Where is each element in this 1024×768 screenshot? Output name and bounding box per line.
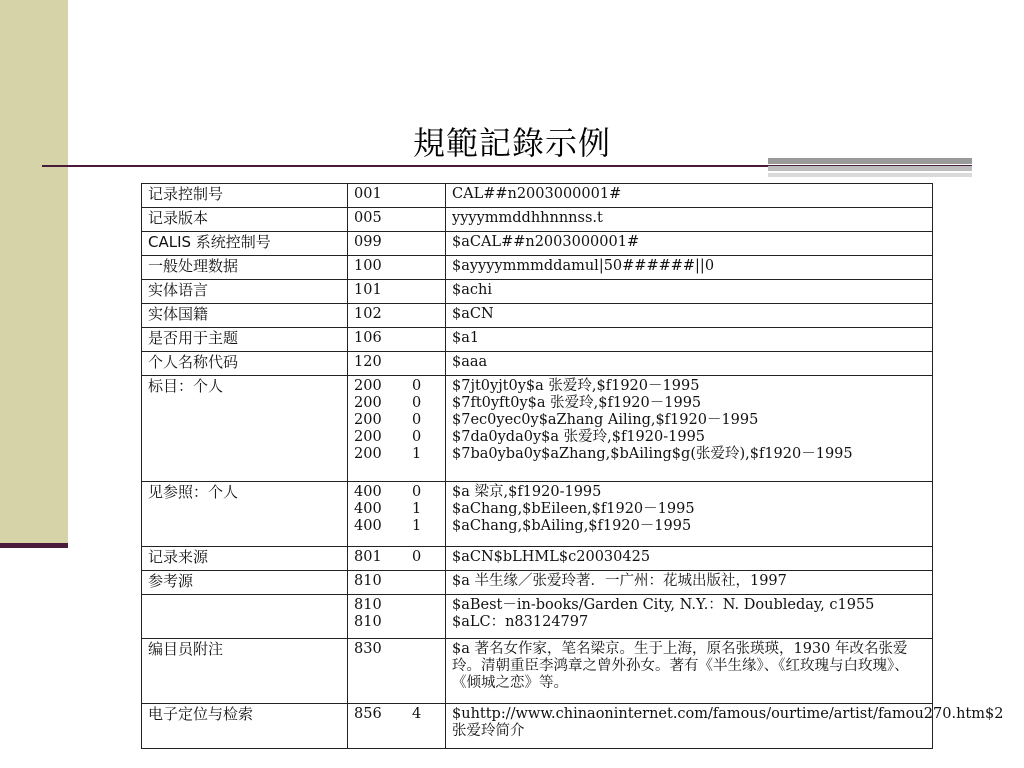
tag-indicator-line [354,306,440,323]
field-tag: 001 [354,186,382,202]
field-value: $aCAL##n2003000001# [452,234,640,251]
table-row [142,546,933,570]
table-row [142,639,933,704]
field-value: $7jt0yjt0y$a 张爱玲,$f1920－1995 [452,378,700,395]
tag-indicator-line [354,597,440,614]
field-tag: 200 [354,429,382,446]
field-value-cell [446,232,933,256]
field-tag: 810 [354,572,382,589]
field-value-cell [446,482,933,547]
tag-indicator-line [354,395,440,412]
tag-indicator-line [354,354,440,371]
tag-indicator-line [354,614,440,631]
field-value: $7ba0yba0y$aZhang,$bAiling$g(张爱玲),$f1920－1995 [452,446,853,463]
field-label: 实体语言 [142,280,348,304]
field-tag: 830 [354,641,382,658]
field-tag-cell [348,639,446,704]
field-tag-cell [348,595,446,639]
field-value: $7ft0yft0y$a 张爱玲,$f1920－1995 [452,395,702,412]
tag-indicator-line [354,641,440,692]
field-label: 见参照：个人 [142,482,348,547]
field-tag: 101 [354,282,382,299]
tag-indicator-line [354,234,440,251]
field-tag-cell [348,570,446,594]
field-tag-cell [348,208,446,232]
field-tag: 400 [354,484,382,501]
field-value: $aBest－in-books/Garden City, N.Y.：N. Doubleday, c1955 [452,597,875,613]
field-indicator: 0 [412,548,422,565]
tag-indicator-line [354,501,440,518]
field-value: $a 半生缘／张爱玲著．一广州：花城出版社，1997 [452,572,787,589]
field-value: $7da0yda0y$a 张爱玲,$f1920-1995 [452,429,706,446]
field-label: 参考源 [142,570,348,594]
field-value-cell [446,352,933,376]
table-row [142,232,933,256]
field-indicator [412,282,438,299]
field-value-cell [446,639,933,704]
field-indicator [412,573,438,590]
field-value: $7ec0yec0y$aZhang Ailing,$f1920－1995 [452,412,759,429]
table-row [142,482,933,547]
table-row [142,328,933,352]
field-tag: 005 [354,210,382,227]
field-tag-cell [348,232,446,256]
field-tag: 856 [354,706,382,723]
tag-indicator-line [354,706,440,740]
field-value-cell [446,280,933,304]
field-value-cell [446,546,933,570]
field-label: 一般处理数据 [142,256,348,280]
field-value: $a1 [452,330,480,347]
field-indicator [412,354,438,371]
tag-indicator-line [354,518,440,535]
tag-indicator-line [354,573,440,590]
field-indicator [412,210,438,227]
field-tag: 120 [354,354,382,371]
field-indicator [412,186,438,203]
field-value-cell [446,184,933,208]
field-value: yyyymmddhhnnnss.t [452,210,603,227]
field-label: 是否用于主题 [142,328,348,352]
field-value: $aCN$bLHML$c20030425 [452,548,651,565]
table-row [142,376,933,482]
field-tag: 810 [354,614,382,630]
field-label: 实体国籍 [142,304,348,328]
field-tag-cell [348,546,446,570]
field-indicator: 4 [412,706,422,723]
tag-indicator-line [354,429,440,446]
left-decor-rule [0,543,68,548]
field-tag-cell [348,482,446,547]
field-indicator: 0 [412,484,422,501]
tag-indicator-line [354,258,440,275]
tag-indicator-line [354,378,440,395]
field-label: 电子定位与检索 [142,704,348,749]
field-value: $ayyyymmmddamul|50######||0 [452,258,715,275]
table-row [142,256,933,280]
field-indicator [412,597,438,614]
table-row [142,595,933,639]
field-tag: 200 [354,378,382,395]
table-row [142,208,933,232]
authority-record-table [141,183,1004,749]
tag-indicator-line [354,330,440,347]
field-indicator [412,306,438,323]
field-tag: 100 [354,258,382,275]
title-accent-bar [768,158,972,178]
field-value-cell [446,595,933,639]
field-indicator: 0 [412,412,422,429]
field-value: $a 梁京,$f1920-1995 [452,484,602,501]
field-value-cell [446,328,933,352]
field-value-cell [446,376,933,482]
field-value: $achi [452,282,492,299]
field-indicator: 1 [412,446,422,463]
field-tag-cell [348,352,446,376]
field-indicator [412,258,438,275]
field-indicator [412,641,438,692]
tag-indicator-line [354,210,440,227]
table-row [142,570,933,594]
field-value: $a 著名女作家，笔名梁京。生于上海，原名张瑛瑛，1930 年改名张爱玲。清朝重臣李鸿章之曾外孙女。著有《半生缘》、《红玫瑰与白玫瑰》、《倾城之恋》等。 [452,641,909,692]
field-tag: 810 [354,597,382,613]
record-table [141,183,1004,749]
field-value: $uhttp://www.chinaoninternet.com/famous/ourtime/artist/famou270.htm$2 张爱玲简介 [452,706,1004,740]
field-indicator: 0 [412,395,422,412]
field-tag-cell [348,376,446,482]
field-tag: 099 [354,234,382,251]
field-indicator [412,614,438,631]
field-tag: 801 [354,548,382,565]
field-value: $aChang,$bAiling,$f1920－1995 [452,518,692,535]
field-tag-cell [348,328,446,352]
field-tag: 400 [354,518,382,535]
field-value: $aCN [452,306,494,323]
field-tag: 102 [354,306,382,323]
slide-title: 規範記錄示例 [412,124,611,162]
field-label: 个人名称代码 [142,352,348,376]
field-value-cell [446,208,933,232]
field-label: 记录版本 [142,208,348,232]
field-tag: 400 [354,501,382,518]
field-indicator: 0 [412,429,422,446]
field-indicator [412,330,438,347]
table-row [142,704,933,749]
table-row [142,304,933,328]
field-value: $aLC：n83124797 [452,614,589,630]
field-tag: 200 [354,395,382,412]
field-value: $aChang,$bEileen,$f1920－1995 [452,501,695,518]
table-row [142,184,933,208]
left-decor-band [0,0,68,548]
field-tag-cell [348,704,446,749]
field-indicator: 1 [412,518,422,535]
field-tag-cell [348,304,446,328]
field-value: CAL##n2003000001# [452,186,622,202]
field-value: $aaa [452,354,488,371]
field-value-cell [446,570,933,594]
field-label: CALIS 系统控制号 [142,232,348,256]
field-label: 记录控制号 [142,184,348,208]
field-indicator: 1 [412,501,422,518]
field-indicator: 0 [412,378,422,395]
tag-indicator-line [354,186,440,203]
field-label: 标目：个人 [142,376,348,482]
field-indicator [412,234,438,251]
field-label: 记录来源 [142,546,348,570]
tag-indicator-line [354,549,440,566]
field-value-cell [446,256,933,280]
tag-indicator-line [354,446,440,463]
field-tag: 200 [354,446,382,463]
field-tag: 200 [354,412,382,429]
tag-indicator-line [354,412,440,429]
table-row [142,280,933,304]
tag-indicator-line [354,484,440,501]
field-value-cell [446,304,933,328]
tag-indicator-line [354,282,440,299]
field-label [142,595,348,639]
field-tag-cell [348,184,446,208]
field-label: 编目员附注 [142,639,348,704]
field-tag-cell [348,280,446,304]
field-tag-cell [348,256,446,280]
table-row [142,352,933,376]
field-value-cell [446,704,1004,749]
field-tag: 106 [354,330,382,347]
